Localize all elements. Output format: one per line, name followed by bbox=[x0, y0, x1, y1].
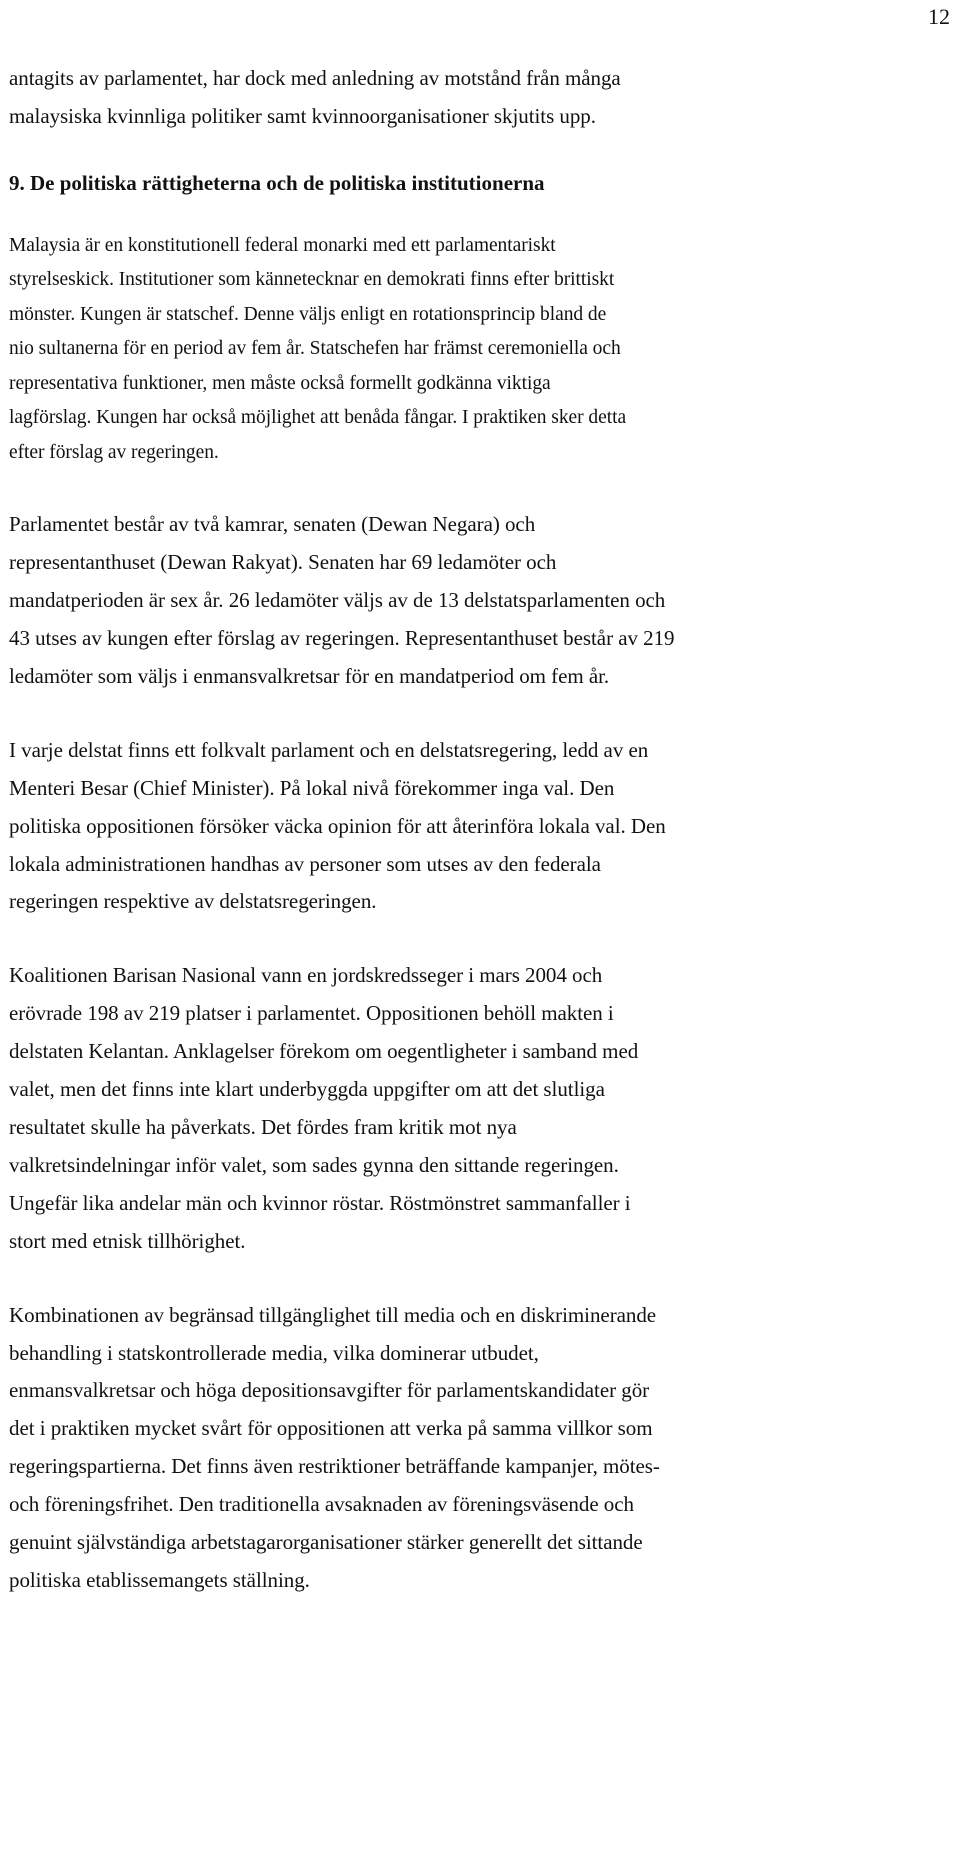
text-line: Ungefär lika andelar män och kvinnor röstar. Röstmönstret sammanfaller i bbox=[9, 1190, 631, 1215]
text-line: mönster. Kungen är statschef. Denne väljs enligt en rotationsprincip bland de bbox=[9, 303, 607, 325]
paragraph-parliament bbox=[9, 506, 809, 696]
text-line: Menteri Besar (Chief Minister). På lokal nivå förekommer inga val. Den bbox=[9, 775, 615, 800]
text-line: Koalitionen Barisan Nasional vann en jordskredsseger i mars 2004 och bbox=[9, 963, 603, 988]
text-line: 43 utses av kungen efter förslag av regeringen. Representanthuset består av 219 bbox=[9, 626, 675, 650]
page-number: 12 bbox=[928, 4, 950, 29]
text-line: politiska oppositionen försöker väcka opinion för att återinföra lokala val. Den bbox=[9, 813, 666, 838]
text-line: delstaten Kelantan. Anklagelser förekom om oegentligheter i samband med bbox=[9, 1039, 639, 1064]
text-line: stort med etnisk tillhörighet. bbox=[9, 1228, 246, 1253]
text-line: styrelseskick. Institutioner som kännetecknar en demokrati finns efter brittiskt bbox=[9, 269, 615, 291]
text-line: representanthuset (Dewan Rakyat). Senaten har 69 ledamöter och bbox=[9, 550, 557, 575]
paragraph-government bbox=[9, 229, 809, 471]
text-line: genuint självständiga arbetstagarorganisationer stärker generellt det sittande bbox=[9, 1530, 643, 1555]
text-line: regeringen respektive av delstatsregeringen. bbox=[9, 889, 377, 914]
text-line: representativa funktioner, men måste också formellt godkänna viktiga bbox=[9, 372, 551, 394]
text-line: malaysiska kvinnliga politiker samt kvinnoorganisationer skjutits upp. bbox=[9, 103, 596, 128]
text-line: lagförslag. Kungen har också möjlighet att benåda fångar. I praktiken sker detta bbox=[9, 407, 627, 429]
text-line: erövrade 198 av 219 platser i parlamentet. Oppositionen behöll makten i bbox=[9, 1001, 614, 1026]
text-line: regeringspartierna. Det finns även restriktioner beträffande kampanjer, mötes- bbox=[9, 1454, 660, 1479]
text-line: I varje delstat finns ett folkvalt parlament och en delstatsregering, ledd av en bbox=[9, 737, 649, 762]
paragraph-states bbox=[9, 732, 809, 922]
text-line: resultatet skulle ha påverkats. Det fördes fram kritik mot nya bbox=[9, 1114, 517, 1139]
text-line: Kombinationen av begränsad tillgänglighet till media och en diskriminerande bbox=[9, 1302, 657, 1327]
paragraph-elections bbox=[9, 957, 809, 1260]
text-line: politiska etablissemangets ställning. bbox=[9, 1567, 310, 1592]
text-line: antagits av parlamentet, har dock med anledning av motstånd från många bbox=[9, 66, 621, 90]
text-line: nio sultanerna för en period av fem år. Statschefen har främst ceremoniella och bbox=[9, 338, 621, 360]
text-line: det i praktiken mycket svårt för oppositionen att verka på samma villkor som bbox=[9, 1416, 653, 1441]
text-line: Parlamentet består av två kamrar, senaten (Dewan Negara) och bbox=[9, 512, 536, 537]
text-line: Malaysia är en konstitutionell federal monarki med ett parlamentariskt bbox=[9, 234, 556, 256]
text-line: enmansvalkretsar och höga depositionsavgifter för parlamentskandidater gör bbox=[9, 1378, 650, 1403]
section-heading: 9. De politiska rättigheterna och de politiska institutionerna bbox=[9, 171, 545, 196]
text-line: efter förslag av regeringen. bbox=[9, 441, 219, 463]
intro-paragraph bbox=[9, 60, 809, 135]
text-line: valkretsindelningar inför valet, som sades gynna den sittande regeringen. bbox=[9, 1152, 619, 1177]
text-line: behandling i statskontrollerade media, vilka dominerar utbudet, bbox=[9, 1340, 539, 1365]
text-line: valet, men det finns inte klart underbyggda uppgifter om att det slutliga bbox=[9, 1077, 605, 1102]
text-line: mandatperioden är sex år. 26 ledamöter väljs av de 13 delstatsparlamenten och bbox=[9, 588, 666, 613]
text-line: ledamöter som väljs i enmansvalkretsar för en mandatperiod om fem år. bbox=[9, 663, 610, 688]
paragraph-media bbox=[9, 1297, 809, 1600]
text-line: och föreningsfrihet. Den traditionella avsaknaden av föreningsväsende och bbox=[9, 1492, 634, 1517]
document-body bbox=[9, 60, 809, 1600]
text-line: lokala administrationen handhas av personer som utses av den federala bbox=[9, 851, 601, 876]
